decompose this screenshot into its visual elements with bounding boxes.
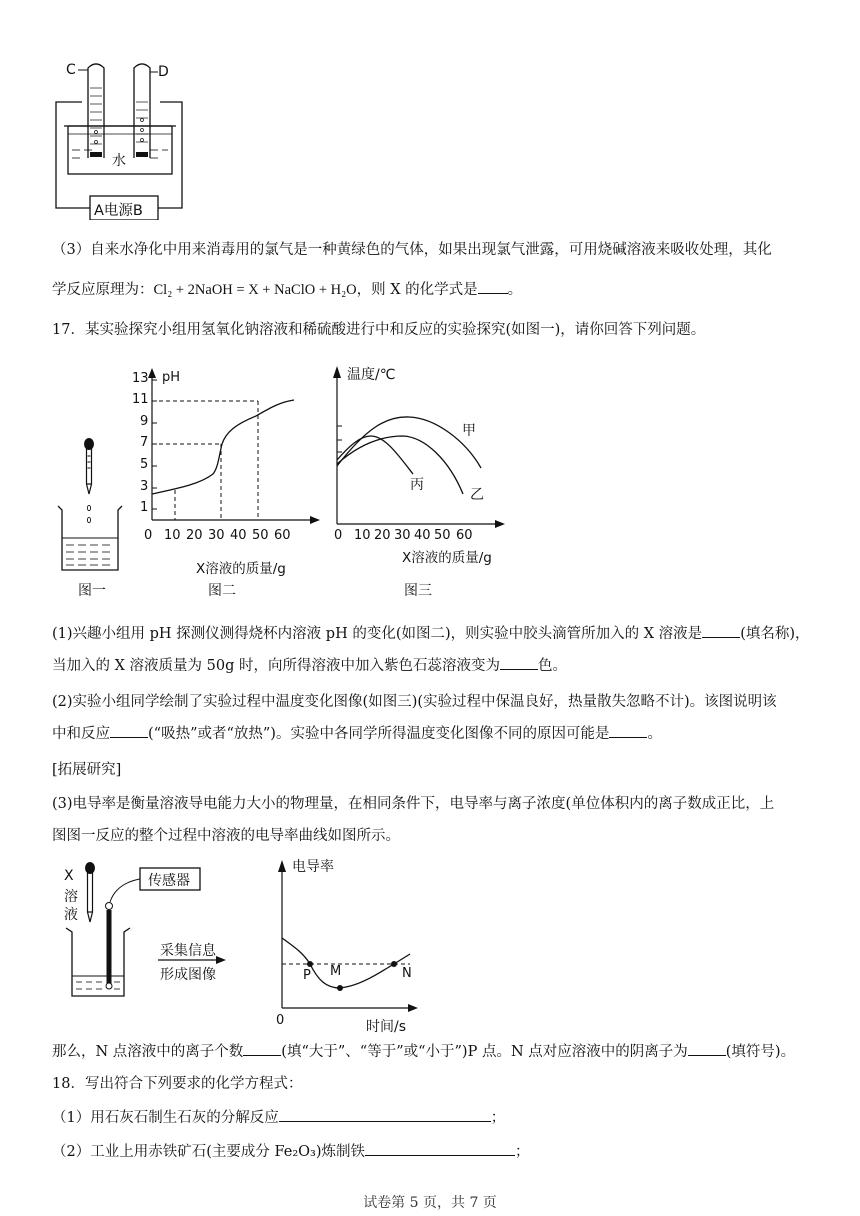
conductivity-ylabel: 电导率 [292,859,334,875]
figure3-temperature-chart [325,360,525,530]
figure3-label-bing: 丙 [410,477,424,493]
point-label-m: M [330,964,342,979]
answer-blank[interactable] [243,1043,281,1056]
figure3-ylabel: 温度/℃ [347,367,396,383]
arrow-label-bottom: 形成图像 [160,967,216,983]
q18-2-end: ； [515,1144,530,1160]
q17-2-text-b: 中和反应 [52,726,110,742]
extension-heading: [拓展研究] [52,762,122,778]
figure3-xtick-0: 0 [334,528,343,543]
figure2-ytick-1: 1 [140,500,149,515]
q17-3-question [52,1042,812,1062]
answer-blank[interactable] [478,281,508,294]
figure3-label-yi: 乙 [470,487,484,503]
point-label-p: P [303,968,311,983]
figure2-ytick-9: 9 [140,414,149,429]
figure4-x-char-2: 溶 [64,889,78,905]
q18-2-text: （2）工业上用赤铁矿石(主要成分 Fe₂O₃)炼制铁 [52,1144,366,1160]
power-source-label: A电源B [94,203,143,219]
electrode-label-d: D [158,64,169,80]
figure2-xtick-40: 40 [230,528,247,543]
q16-3-text-d: 。 [507,282,523,298]
arrow-label-top: 采集信息 [160,943,216,959]
figure2-xtick-20: 20 [186,528,203,543]
figure2-ytick-13: 13 [132,371,149,386]
figure3-xlabel: X溶液的质量/g [402,550,492,566]
figure2-xtick-60: 60 [274,528,291,543]
q17-2-line1 [52,692,812,712]
point-label-n: N [402,966,412,981]
answer-blank[interactable] [702,625,740,638]
q17-3-text-c: 那么，N 点溶液中的离子个数 [52,1044,244,1060]
q17-1-line1 [52,624,812,644]
q16-3-line1 [52,240,812,260]
q18-1-end: ； [490,1110,506,1126]
figure3-xtick-30: 30 [394,528,411,543]
figure2-ytick-11: 11 [132,392,149,407]
figure3-xtick-40: 40 [414,528,431,543]
answer-blank[interactable] [688,1043,726,1056]
curve-jia [337,417,481,468]
figure3-xtick-10: 10 [354,528,371,543]
q17-2-line2 [52,724,812,744]
q16-3-line2 [52,280,812,300]
q18-1-text: （1）用石灰石制生石灰的分解反应 [52,1110,279,1126]
figure3-xtick-20: 20 [374,528,391,543]
q17-1-line2 [52,656,812,676]
q17-1-text-b: (填名称)， [740,626,810,642]
figure2-xtick-30: 30 [208,528,225,543]
q17-3-text-e: (填符号)。 [725,1044,796,1060]
electrode-label-c: C [66,62,76,78]
figure4-x-char-3: 液 [64,907,78,923]
figure2-xtick-50: 50 [252,528,269,543]
q18-2 [52,1142,812,1162]
figure4-conductivity-setup [60,856,430,1036]
q16-3-text-b: 学反应原理为： [52,282,154,298]
water-label: 水 [112,153,126,169]
page-footer: 试卷第 5 页，共 7 页 [363,1195,497,1211]
figure2-ylabel: pH [162,370,181,385]
sensor-label: 传感器 [148,873,190,889]
answer-blank[interactable] [110,725,148,738]
conductivity-xlabel: 时间/s [366,1019,407,1035]
figure3-xtick-60: 60 [456,528,473,543]
q17-1-text-d: 色。 [538,658,567,674]
q17-3-text-b: 图图一反应的整个过程中溶液的电导率曲线如图所示。 [52,828,400,844]
q17-2-text-c: (“吸热”或者“放热”)。实验中各同学所得温度变化图像不同的原因可能是 [148,726,610,742]
electrolysis-apparatus [50,58,190,220]
q16-3-text-a: （3）自来水净化中用来消毒用的氯气是一种黄绿色的气体，如果出现氯气泄露，可用烧碱溶液来吸收处理，其化 [52,242,772,258]
figure2-xlabel: X溶液的质量/g [196,561,286,577]
q17-2-text-d: 。 [647,726,662,742]
q17-3-text-d: (填“大于”、“等于”或“小于”)P 点。N 点对应溶液中的阴离子为 [281,1044,688,1060]
answer-blank[interactable] [279,1109,491,1122]
q17-stem: 17．某实验探究小组用氢氧化钠溶液和稀硫酸进行中和反应的实验探究(如图一)，请你回答下列问题。 [52,322,706,338]
q16-3-equation: Cl₂ + 2NaOH = X + NaClO + H₂O [153,282,357,298]
q17-1-text-c: 当加入的 X 溶液质量为 50g 时，向所得溶液中加入紫色石蕊溶液变为 [52,658,500,674]
figure3-label-jia: 甲 [462,423,476,439]
q16-3-text-c: ，则 X 的化学式是 [356,282,478,298]
figure1-beaker-dropper [52,438,132,578]
q17-3-text-a: (3)电导率是衡量溶液导电能力大小的物理量，在相同条件下，电导率与离子浓度(单位体积内的离子数成正比，上 [52,796,775,812]
q18-stem: 18．写出符合下列要求的化学方程式： [52,1076,303,1092]
q17-3-line1 [52,794,812,814]
answer-blank[interactable] [609,725,647,738]
q17-1-text-a: (1)兴趣小组用 pH 探测仪测得烧杯内溶液 pH 的变化(如图二)，则实验中胶头滴管所加入的 X 溶液是 [52,626,703,642]
conductivity-origin: 0 [276,1013,285,1028]
figure2-ytick-3: 3 [140,479,149,494]
figure2-xtick-0: 0 [144,528,153,543]
figure2-caption: 图二 [208,583,236,599]
figure1-caption: 图一 [78,583,106,599]
answer-blank[interactable] [365,1143,515,1156]
figure2-ytick-5: 5 [140,457,149,472]
figure2-ytick-7: 7 [140,435,149,450]
figure2-xtick-10: 10 [164,528,181,543]
answer-blank[interactable] [500,657,538,670]
q17-2-text-a: (2)实验小组同学绘制了实验过程中温度变化图像(如图三)(实验过程中保温良好，热量散失忽略不计)。该图说明该 [52,694,777,710]
q18-1 [52,1108,812,1128]
figure4-x-char-1: X [64,868,74,884]
figure3-xtick-50: 50 [434,528,451,543]
figure3-caption: 图三 [404,583,432,599]
q17-3-line2 [52,826,812,846]
figure2-ph-chart [130,360,330,550]
